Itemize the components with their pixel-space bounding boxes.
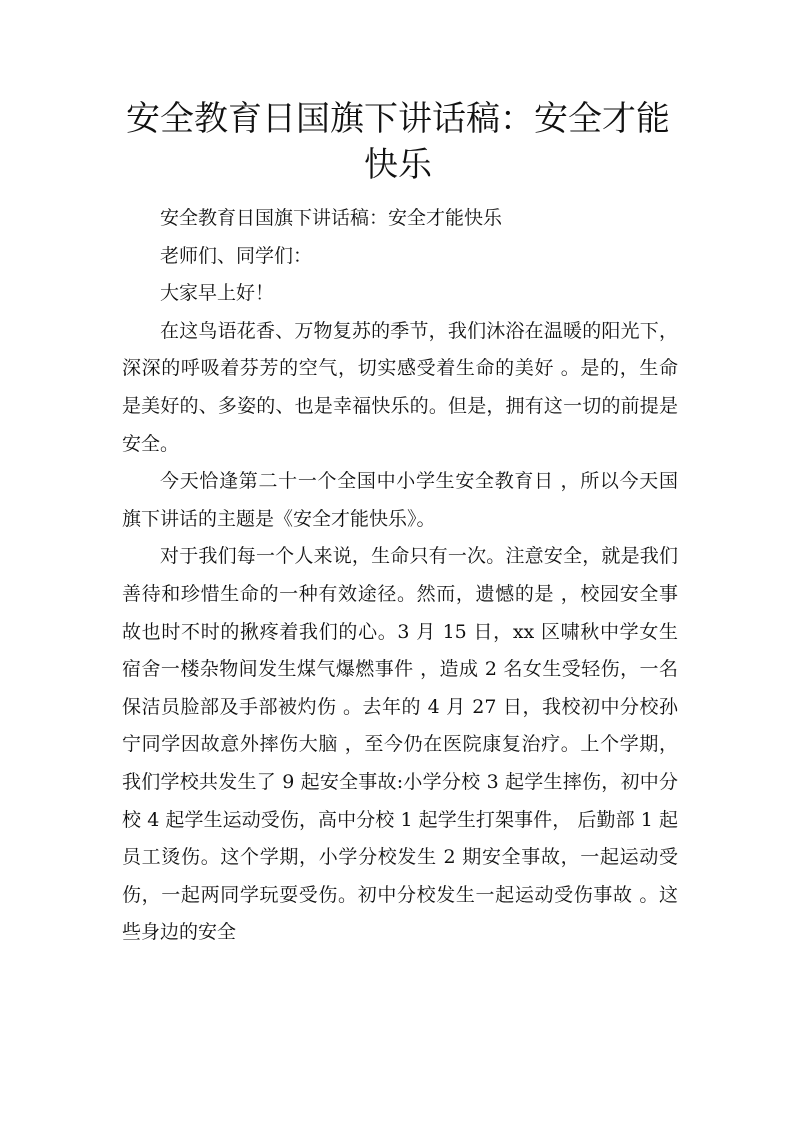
paragraph-subtitle: 安全教育日国旗下讲话稿：安全才能快乐	[160, 207, 503, 229]
paragraph-greeting: 大家早上好！	[160, 282, 275, 305]
paragraph-theme: 今天恰逢第二十一个全国中小学生安全教育日 ，所以今天国旗下讲话的主题是《安全才能快乐》。	[122, 470, 678, 530]
paragraph-incidents: 对于我们每一个人来说，生命只有一次。注意安全，就是我们善待和珍惜生命的一种有效途径。然而，遗憾的是 ，校园安全事故也时不时的揪疼着我们的心。3 月 15 日，xx 区啸秋中学女生宿舍一楼杂物间发生煤气爆燃事件 ，造成 2 名女生受轻伤，一名保洁员脸部及手部被灼伤 。去年的 4 月 27 日，我校初中分校孙宁同学因故意外摔伤大脑 ，至今仍在医院康复治疗。上个学期，我们学校共发生了 9 起安全事故:小学分校 3 起学生摔伤，初中分校 4 起学生运动受伤，高中分校 1 起学生打架事件， 后勤部 1 起员工烫伤。这个学期，小学分校发生 2 期安全事故，一起运动受伤，一起两同学玩耍受伤。初中分校发生一起运动受伤事故 。这些身边的安全	[122, 545, 678, 944]
document-title: 安全教育日国旗下讲话稿：安全才能快乐	[126, 99, 670, 185]
paragraph-salutation: 老师们、同学们：	[160, 244, 313, 267]
document-body	[122, 200, 678, 952]
paragraph-intro: 在这鸟语花香、万物复苏的季节，我们沐浴在温暖的阳光下，深深的呼吸着芬芳的空气，切实感受着生命的美好 。是的，生命是美好的、多姿的、也是幸福快乐的。但是，拥有这一切的前提是安全。	[122, 319, 678, 455]
